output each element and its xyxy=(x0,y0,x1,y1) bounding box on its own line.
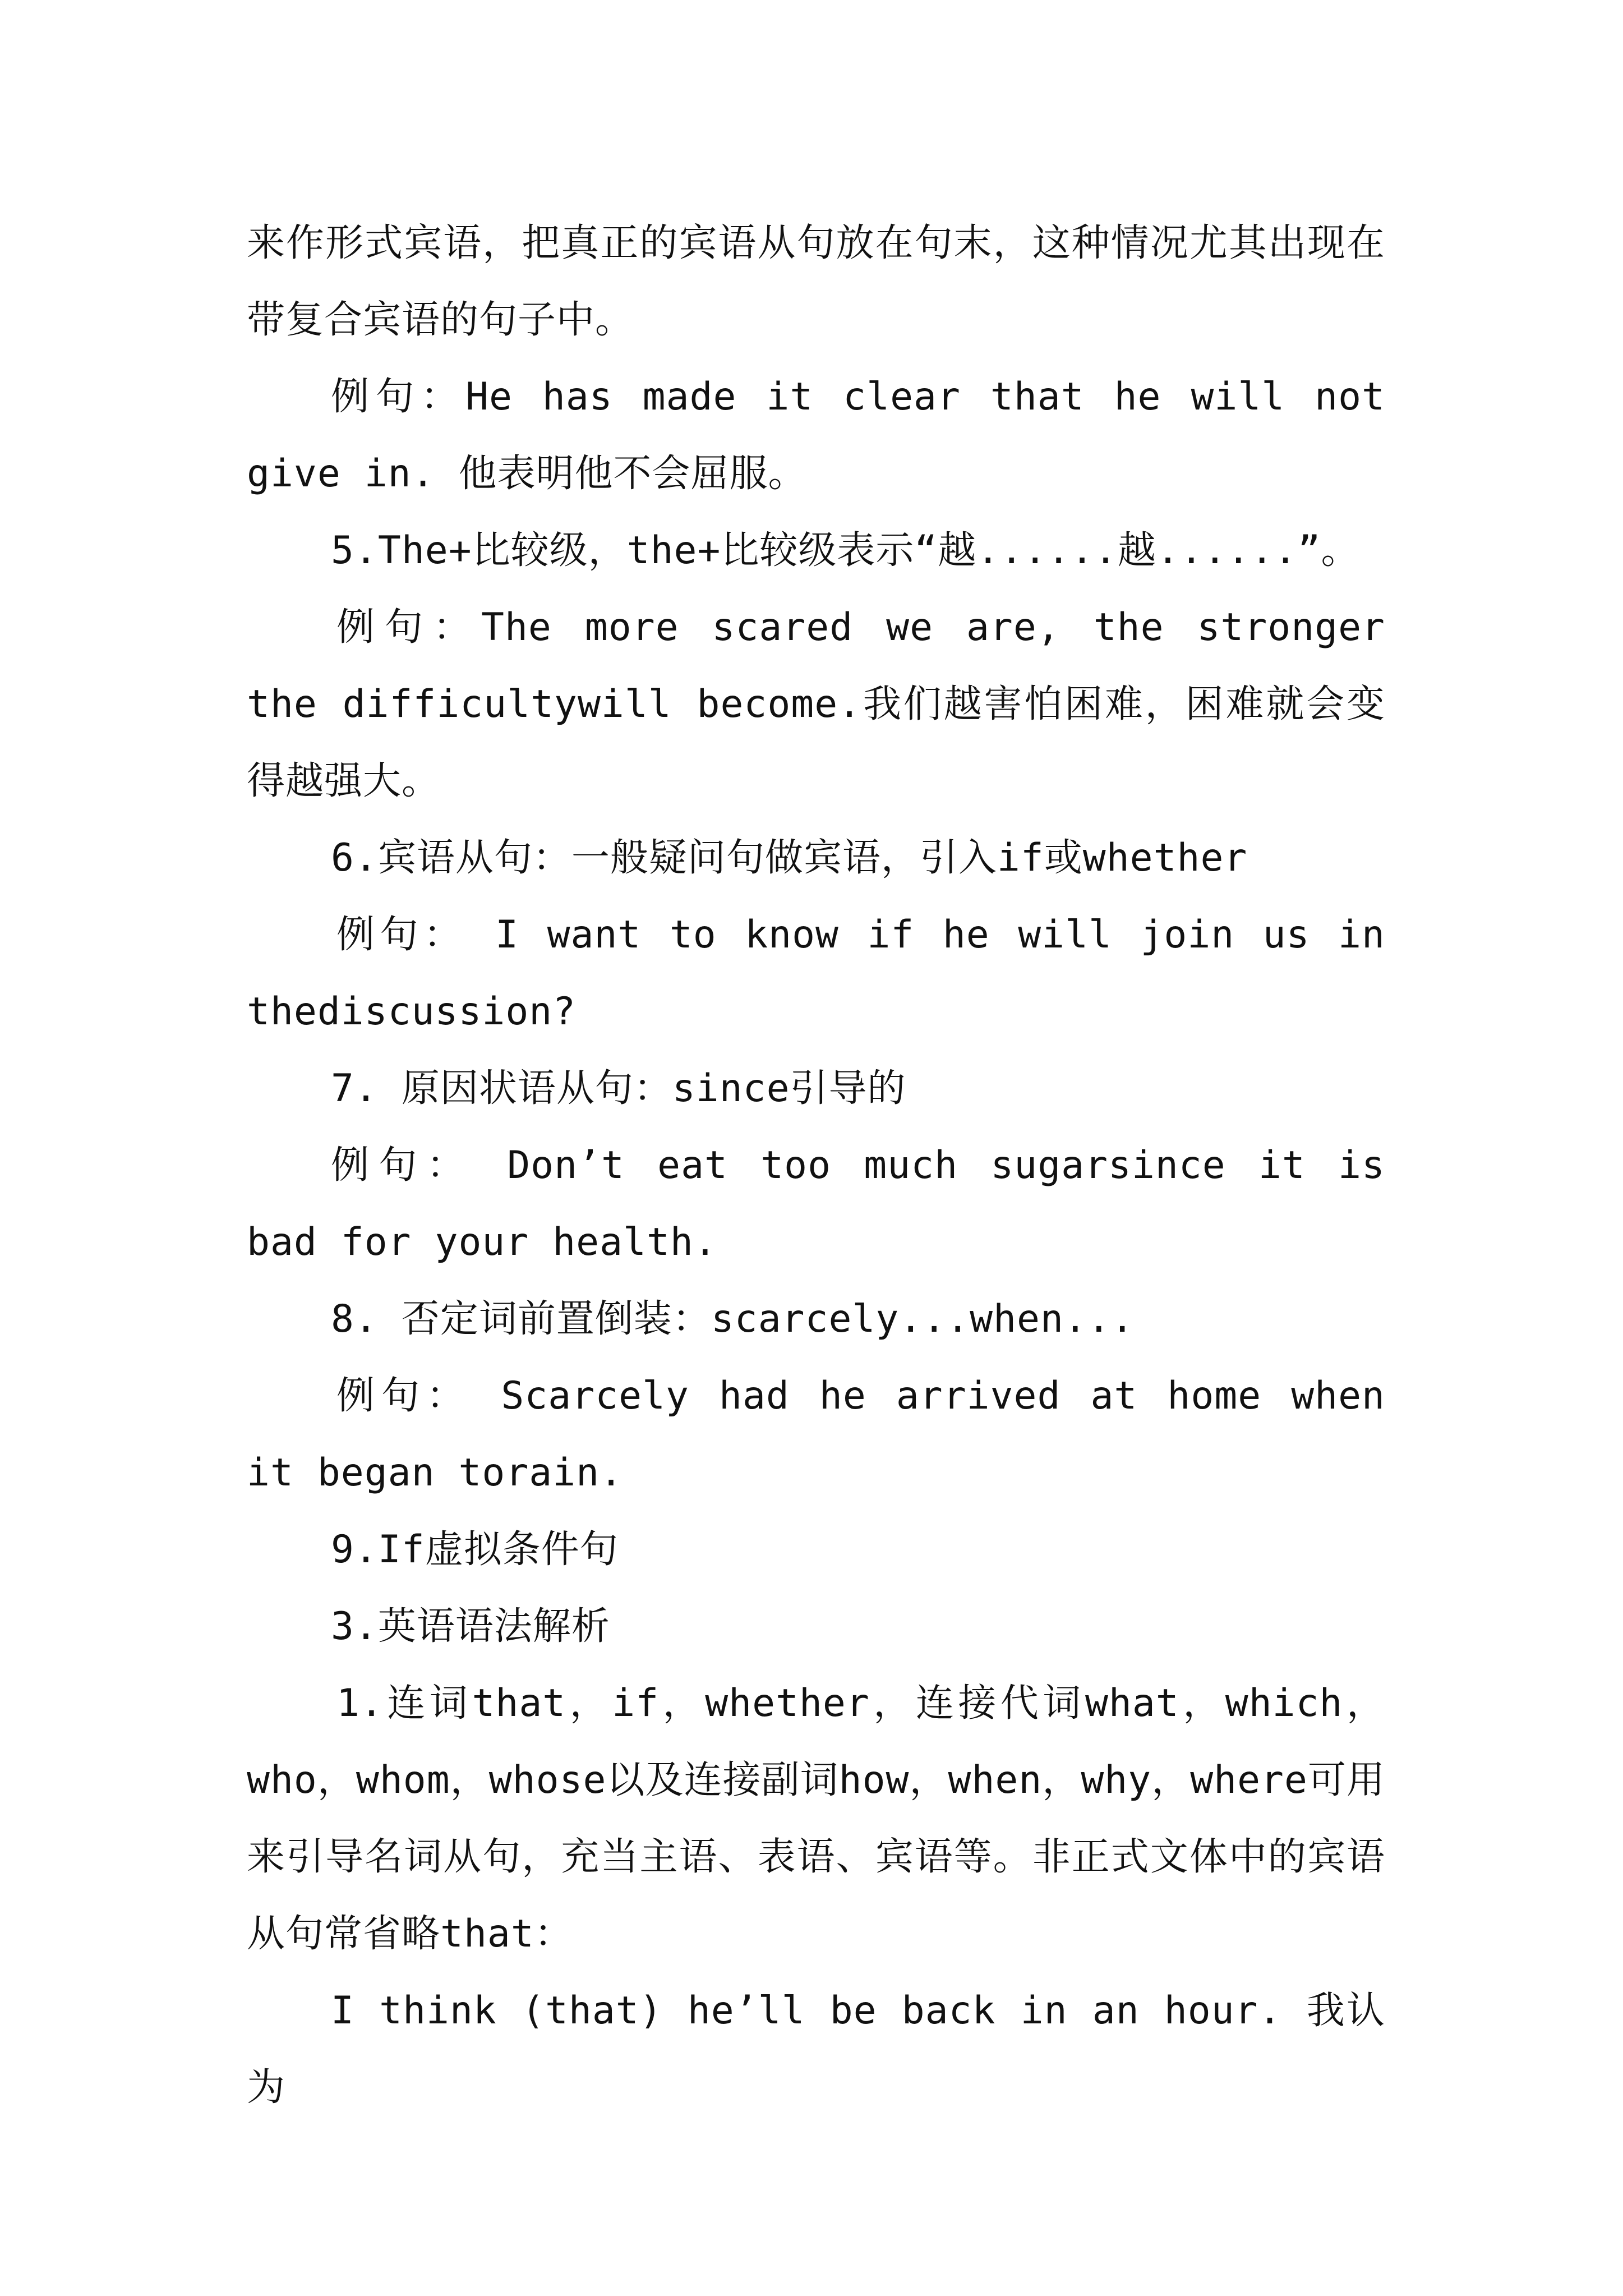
paragraph-noun-clause-connectors: 1.连词that，if，whether，连接代词what，which，who，whom，whose以及连接副词how，when，why，where可用来引导名词从句，充当主语、表语、宾语等。非正式文体中的宾语从句常省略that： xyxy=(247,1681,1385,1956)
paragraph-example-back-in-an-hour: I think (that) he’ll be back in an hour. 我认为 xyxy=(247,1989,1385,2110)
paragraph-example-join-us: 例句： I want to know if he will join us in thediscussion? xyxy=(247,913,1385,1034)
paragraph-if-subjunctive: 9.If虚拟条件句 xyxy=(331,1527,619,1572)
document-body xyxy=(247,205,1385,2126)
paragraph-example-scared: 例句：The more scared we are, the stronger the difficultywill become.我们越害怕困难，困难就会变得越强大。 xyxy=(247,605,1385,803)
paragraph-reason-clause: 7. 原因状语从句：since引导的 xyxy=(331,1066,906,1111)
paragraph-example-give-in: 例句：He has made it clear that he will not give in. 他表明他不会屈服。 xyxy=(247,375,1385,496)
paragraph-example-sugar: 例句： Don’t eat too much sugarsince it is bad for your health. xyxy=(247,1143,1385,1264)
paragraph-example-scarcely: 例句： Scarcely had he arrived at home when it began torain. xyxy=(247,1374,1385,1495)
paragraph-formal-object: 来作形式宾语，把真正的宾语从句放在句末，这种情况尤其出现在带复合宾语的句子中。 xyxy=(247,221,1385,342)
section-heading-grammar-analysis: 3.英语语法解析 xyxy=(331,1604,610,1649)
paragraph-inversion: 8. 否定词前置倒装：scarcely...when... xyxy=(331,1297,1135,1341)
paragraph-object-clause: 6.宾语从句：一般疑问句做宾语，引入if或whether xyxy=(331,836,1248,880)
paragraph-the-comparative: 5.The+比较级，the+比较级表示“越......越......”。 xyxy=(331,528,1360,573)
